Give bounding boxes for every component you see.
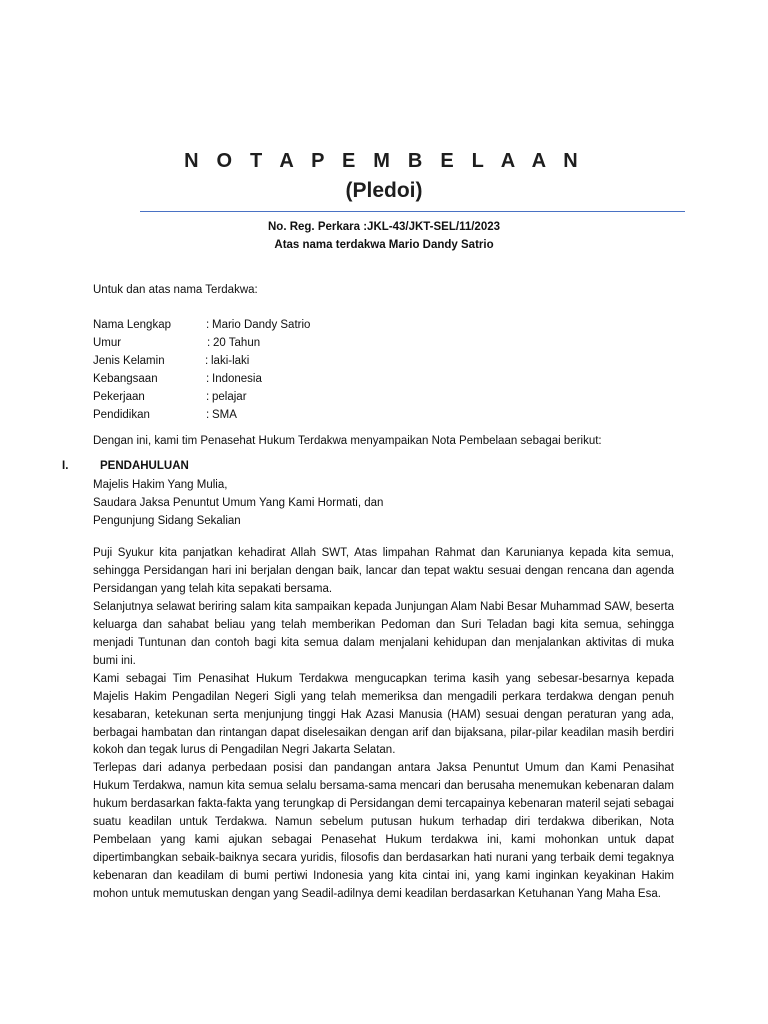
field-colon: : <box>206 409 210 421</box>
field-colon: : <box>207 337 211 349</box>
document-subtitle: (Pledoi) <box>345 179 423 202</box>
salutation-line: Saudara Jaksa Penuntut Umum Yang Kami Hormati, dan <box>93 497 384 509</box>
salutation-line: Pengunjung Sidang Sekalian <box>93 515 241 527</box>
field-row <box>93 388 393 406</box>
section-heading: PENDAHULUAN <box>100 460 189 472</box>
field-value: pelajar <box>212 391 247 403</box>
document-title: N O T A P E M B E L A A N <box>184 150 584 172</box>
statement-line: Dengan ini, kami tim Penasehat Hukum Terdakwa menyampaikan Nota Pembelaan sebagai berikut: <box>93 435 602 447</box>
field-colon: : <box>206 319 210 331</box>
field-label: Pekerjaan <box>93 391 145 403</box>
field-label: Pendidikan <box>93 409 150 421</box>
intro-line: Untuk dan atas nama Terdakwa: <box>93 284 258 296</box>
salutation-line: Majelis Hakim Yang Mulia, <box>93 479 228 491</box>
field-colon: : <box>206 373 210 385</box>
field-row <box>93 352 393 370</box>
field-row <box>93 334 393 352</box>
field-row <box>93 406 393 424</box>
field-value: Mario Dandy Satrio <box>212 319 311 331</box>
case-number: No. Reg. Perkara :JKL-43/JKT-SEL/11/2023 <box>267 221 501 233</box>
field-colon: : <box>205 355 209 367</box>
defendant-line: Atas nama terdakwa Mario Dandy Satrio <box>274 239 494 251</box>
field-label: Jenis Kelamin <box>93 355 165 367</box>
defendant-details <box>93 316 393 424</box>
field-value: SMA <box>212 409 237 421</box>
field-value: 20 Tahun <box>213 337 261 349</box>
paragraph: Selanjutnya selawat beriring salam kita sampaikan kepada Junjungan Alam Nabi Besar Muhammad SAW, beserta keluarga dan sahabat beliau yang telah memberikan Pedoman dan Suri Teladan bagi kita semua, sehingga menjadi Tuntunan dan contoh bagi kita semua dalam menjalani kehidupan dan menjalankan aktivitas di muka bumi ini. <box>93 600 674 667</box>
field-row <box>93 316 393 334</box>
field-row <box>93 370 393 388</box>
field-value: Indonesia <box>212 373 262 385</box>
body-text <box>93 545 674 904</box>
paragraph: Terlepas dari adanya perbedaan posisi dan pandangan antara Jaksa Penuntut Umum dan Kami Penasihat Hukum Terdakwa, namun kita semua selalu bersama-sama mencari dan berusaha menemukan kebenaran dalam hukum berdasarkan fakta-fakta yang terungkap di Persidangan demi tercapainya kebenaran materil sejati sebagai suatu keadilan untuk Terdakwa. Namun sebelum putusan hukum terhadap diri terdakwa diberikan, Nota Pembelaan yang kami ajukan sebagai Penasehat Hukum terdakwa ini, kami mohonkan untuk dapat dipertimbangkan sebaik-baiknya secara yuridis, filosofis dan berdasarkan hati nurani yang terbaik demi tegaknya kebenaran dan keadilam di bumi pertiwi Indonesia yang kita cintai ini, yang kami inginkan keyakinan Hakim mohon untuk memutuskan dengan yang Seadil-adilnya demi keadilan berdasarkan Ketuhanan Yang Maha Esa. <box>93 762 674 901</box>
field-label: Kebangsaan <box>93 373 158 385</box>
paragraph: Kami sebagai Tim Penasihat Hukum Terdakwa mengucapkan terima kasih yang sebesar-besarnya kepada Majelis Hakim Pengadilan Negeri Sigli yang telah memeriksa dan mengadili perkara terdakwa dengan penuh kesabaran, ketekunan serta menjunjung tinggi Hak Azasi Manusia (HAM) sesuai dengan peraturan yang ada, berbagai hambatan dan rintangan dapat diselesaikan dengan arif dan bijaksana, pilar-pilar keadilan masih berdiri kokoh dan tegak lurus di Pengadilan Negri Jakarta Selatan. <box>93 672 674 757</box>
title-divider <box>140 211 685 212</box>
field-label: Umur <box>93 337 122 349</box>
section-number: I. <box>62 460 69 472</box>
salutations <box>93 476 383 530</box>
field-value: laki-laki <box>211 355 250 367</box>
paragraph: Puji Syukur kita panjatkan kehadirat Allah SWT, Atas limpahan Rahmat dan Karunianya kepada kita semua, sehingga Persidangan hari ini berjalan dengan baik, lancar dan tepat waktu sesuai dengan rencana dan agenda Persidangan yang telah kita sepakati bersama. <box>93 547 674 595</box>
field-label: Nama Lengkap <box>93 319 171 331</box>
field-colon: : <box>206 391 210 403</box>
